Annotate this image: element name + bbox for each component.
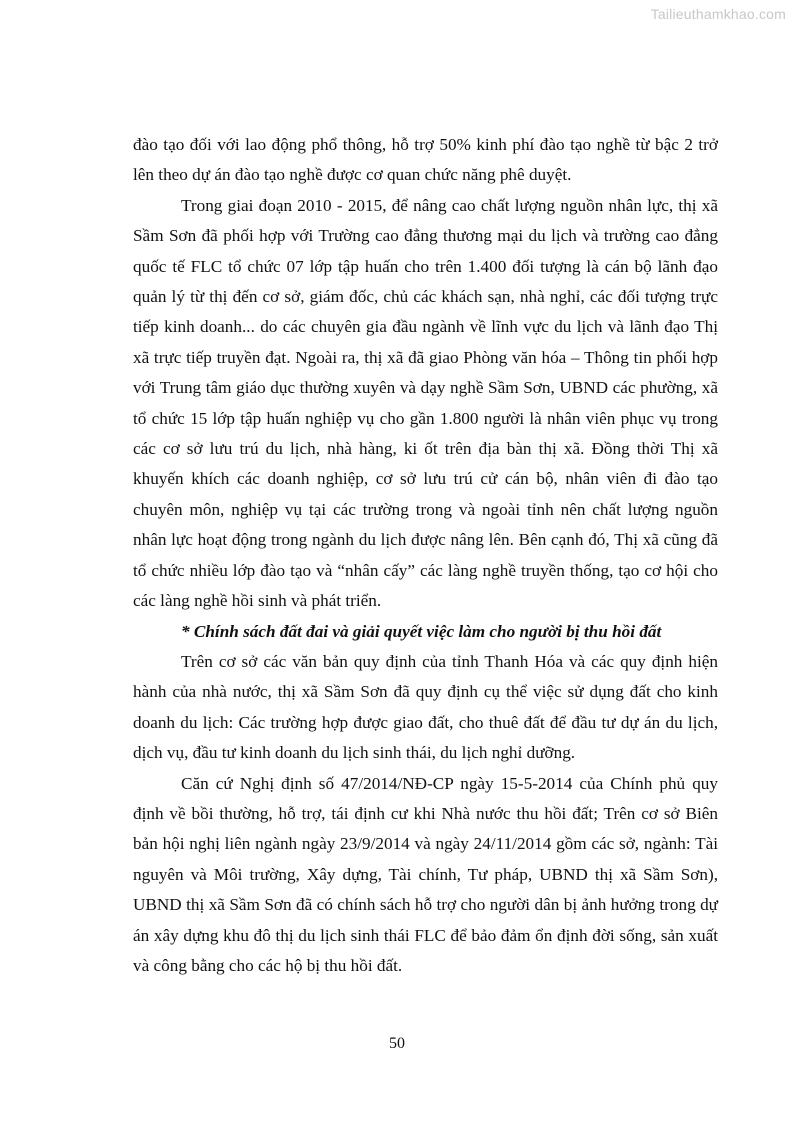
paragraph-training: Trong giai đoạn 2010 - 2015, để nâng cao chất lượng nguồn nhân lực, thị xã Sầm Sơn đã phối hợp với Trường cao đẳng thương mại du lịch và trường cao đẳng quốc tế FLC tổ chức 07 lớp tập huấn cho trên 1.400 đối tượng là cán bộ lãnh đạo quản lý từ thị đến cơ sở, giám đốc, chủ các khách sạn, nhà nghỉ, các đối tượng trực tiếp kinh doanh... do các chuyên gia đầu ngành về lĩnh vực du lịch và lãnh đạo Thị xã trực tiếp truyền đạt. Ngoài ra, thị xã đã giao Phòng văn hóa – Thông tin phối hợp với Trung tâm giáo dục thường xuyên và dạy nghề Sầm Sơn, UBND các phường, xã tổ chức 15 lớp tập huấn nghiệp vụ cho gần 1.800 người là nhân viên phục vụ trong các cơ sở lưu trú du lịch, nhà hàng, ki ốt trên địa bàn thị xã. Đồng thời Thị xã khuyến khích các doanh nghiệp, cơ sở lưu trú cử cán bộ, nhân viên đi đào tạo chuyên môn, nghiệp vụ tại các trường trong và ngoài tỉnh nên chất lượng nguồn nhân lực hoạt động trong ngành du lịch được nâng lên. Bên cạnh đó, Thị xã cũng đã tổ chức nhiều lớp đào tạo và “nhân cấy” các làng nghề truyền thống, tạo cơ hội cho các làng nghề hồi sinh và phát triển.: [133, 195, 718, 611]
section-heading-land-policy: * Chính sách đất đai và giải quyết việc làm cho người bị thu hồi đất: [181, 621, 662, 641]
page-number: 50: [389, 1035, 405, 1052]
watermark: Tailieuthamkhao.com: [650, 6, 786, 22]
paragraph-compensation: Căn cứ Nghị định số 47/2014/NĐ-CP ngày 15-5-2014 của Chính phủ quy định về bồi thường, hỗ trợ, tái định cư khi Nhà nước thu hồi đất; Trên cơ sở Biên bản hội nghị liên ngành ngày 23/9/2014 và ngày 24/11/2014 gồm các sở, ngành: Tài nguyên và Môi trường, Xây dựng, Tài chính, Tư pháp, UBND thị xã Sầm Sơn), UBND thị xã Sầm Sơn đã có chính sách hỗ trợ cho người dân bị ảnh hưởng trong dự án xây dựng khu đô thị du lịch sinh thái FLC để bảo đảm ổn định đời sống, sản xuất và công bằng cho các hộ bị thu hồi đất.: [133, 773, 718, 975]
paragraph-land-use: Trên cơ sở các văn bản quy định của tỉnh Thanh Hóa và các quy định hiện hành của nhà nước, thị xã Sầm Sơn đã quy định cụ thể việc sử dụng đất cho kinh doanh du lịch: Các trường hợp được giao đất, cho thuê đất để đầu tư dự án du lịch, dịch vụ, đầu tư kinh doanh du lịch sinh thái, du lịch nghỉ dưỡng.: [133, 651, 718, 763]
document-body: [133, 130, 718, 981]
paragraph-continuation: đào tạo đối với lao động phổ thông, hỗ trợ 50% kinh phí đào tạo nghề từ bậc 2 trở lên theo dự án đào tạo nghề được cơ quan chức năng phê duyệt.: [133, 135, 718, 185]
